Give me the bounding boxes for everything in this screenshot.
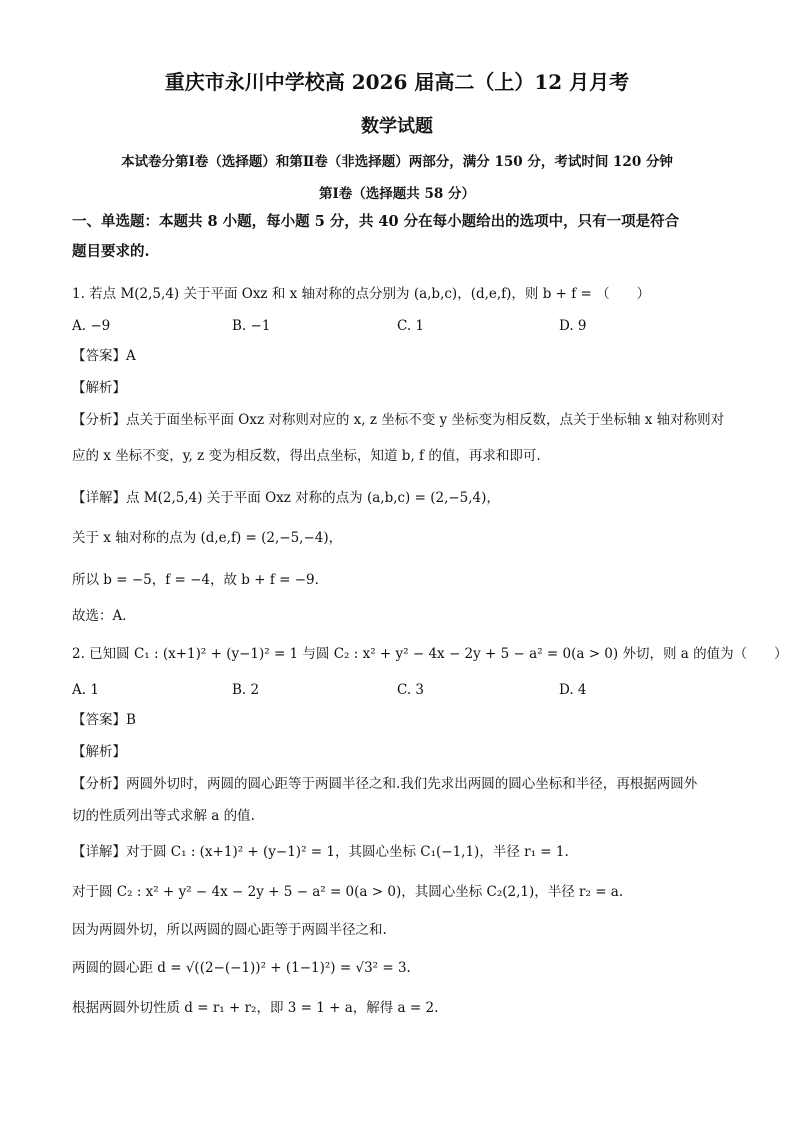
question-2-analysis-label: 【解析】 (72, 744, 126, 760)
question-1-fenxi-line1: 【分析】点关于面坐标平面 Oxz 对称则对应的 x, z 坐标不变 y 坐标变为相反数，点关于坐标轴 x 轴对称则对 (72, 412, 725, 428)
question-2-detail-line1: 【详解】对于圆 C₁ : (x+1)² + (y−1)² = 1，其圆心坐标 C₁(−1,1)，半径 r₁ = 1. (72, 844, 569, 860)
question-1-option-b: B. −1 (232, 318, 271, 334)
part-heading: 第Ⅰ卷（选择题共 58 分） (318, 186, 475, 202)
question-2-detail-line3: 因为两圆外切，所以两圆的圆心距等于两圆半径之和. (72, 922, 387, 938)
question-1-choose: 故选：A． (72, 608, 136, 624)
section-heading-line1: 一、单选题：本题共 8 小题，每小题 5 分，共 40 分在每小题给出的选项中，只有一项是符合 (72, 213, 680, 230)
question-2-detail-line2: 对于圆 C₂ : x² + y² − 4x − 2y + 5 − a² = 0(a > 0)，其圆心坐标 C₂(2,1)，半径 r₂ = a. (72, 884, 624, 900)
question-1-detail-line2: 关于 x 轴对称的点为 (d,e,f) = (2,−5,−4)， (72, 530, 343, 546)
question-2-fenxi-line1: 【分析】两圆外切时，两圆的圆心距等于两圆半径之和.我们先求出两圆的圆心坐标和半径，再根据两圆外 (72, 776, 698, 792)
question-1-answer: 【答案】A (72, 348, 136, 364)
section-heading-line2: 题目要求的. (72, 243, 150, 260)
question-2-option-b: B. 2 (232, 682, 260, 698)
question-1-fenxi-line2: 应的 x 坐标不变，y, z 变为相反数，得出点坐标，知道 b, f 的值，再求和即可. (72, 448, 541, 464)
question-2-answer: 【答案】B (72, 712, 136, 728)
question-1-detail-line3: 所以 b = −5，f = −4，故 b + f = −9． (72, 572, 329, 588)
question-1-option-d: D. 9 (559, 318, 587, 334)
question-2-fenxi-line2: 切的性质列出等式求解 a 的值. (72, 808, 255, 824)
exam-info: 本试卷分第Ⅰ卷（选择题）和第Ⅱ卷（非选择题）两部分，满分 150 分，考试时间 120 分钟 (121, 154, 673, 170)
question-1-stem: 1. 若点 M(2,5,4) 关于平面 Oxz 和 x 轴对称的点分别为 (a,b,c)，(d,e,f)，则 b + f = （ ） (72, 286, 651, 302)
question-1-analysis-label: 【解析】 (72, 380, 126, 396)
question-2-option-d: D. 4 (559, 682, 587, 698)
question-1-option-a: A. −9 (72, 318, 111, 334)
question-1-detail-line1: 【详解】点 M(2,5,4) 关于平面 Oxz 对称的点为 (a,b,c) = (2,−5,4)， (72, 490, 500, 506)
question-2-detail-line5: 根据两圆外切性质 d = r₁ + r₂，即 3 = 1 + a，解得 a = 2. (72, 1000, 439, 1016)
page-title: 重庆市永川中学校高 2026 届高二（上）12 月月考 (164, 70, 630, 94)
question-2-stem: 2. 已知圆 C₁ : (x+1)² + (y−1)² = 1 与圆 C₂ : x² + y² − 4x − 2y + 5 − a² = 0(a > 0) 外切，则 a 的值为（ ） (72, 646, 788, 662)
question-2-option-a: A. 1 (72, 682, 99, 698)
page-subtitle: 数学试题 (361, 116, 433, 137)
question-1-option-c: C. 1 (397, 318, 425, 334)
question-2-detail-line4: 两圆的圆心距 d = √((2−(−1))² + (1−1)²) = √3² = 3. (72, 960, 411, 976)
question-2-option-c: C. 3 (397, 682, 425, 698)
